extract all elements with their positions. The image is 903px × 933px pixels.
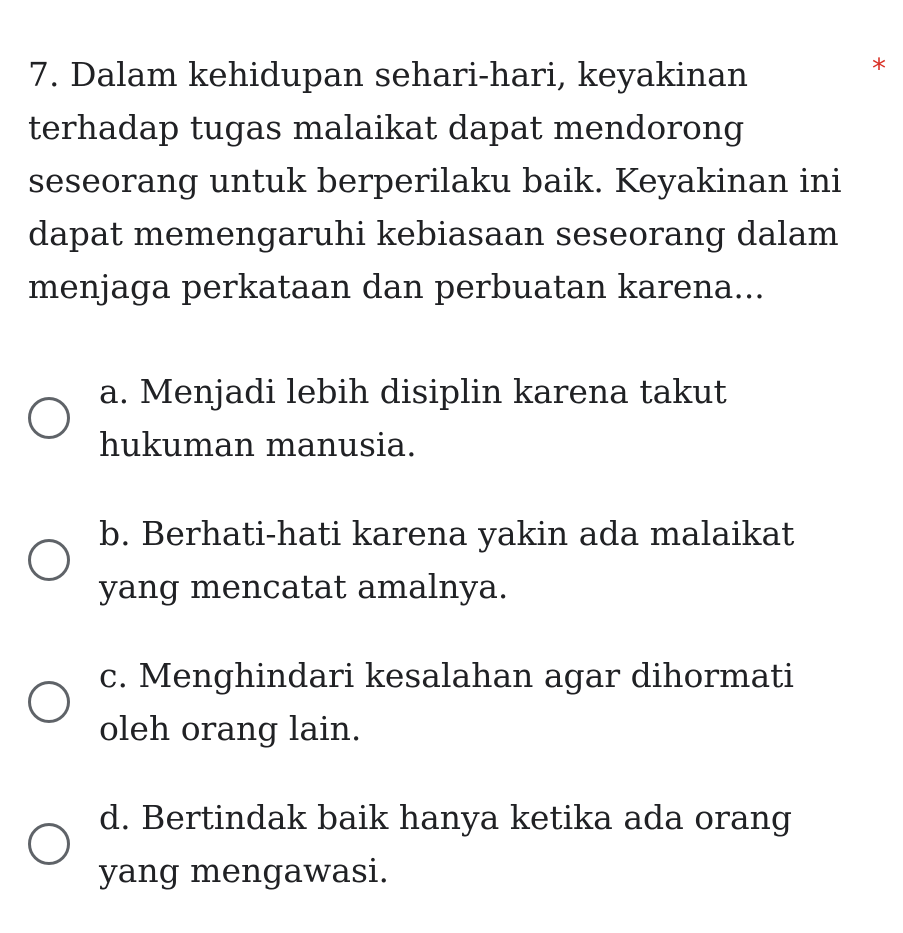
option-d-label[interactable]: d. Bertindak baik hanya ketika ada orang yang mengawasi. [99, 798, 792, 890]
option-a[interactable] [0, 365, 903, 507]
radio-button-b[interactable] [28, 539, 70, 581]
option-c[interactable] [0, 649, 903, 791]
option-a-label[interactable]: a. Menjadi lebih disiplin karena takut hukuman manusia. [99, 372, 727, 464]
radio-button-c[interactable] [28, 681, 70, 723]
option-c-label[interactable]: c. Menghindari kesalahan agar dihormati oleh orang lain. [99, 656, 794, 748]
required-asterisk: * [872, 52, 886, 85]
question-text: 7. Dalam kehidupan sehari-hari, keyakinan terhadap tugas malaikat dapat mendorong seseorang untuk berperilaku baik. Keyakinan ini dapat memengaruhi kebiasaan seseorang dalam menjaga perkataan dan perbuatan karena... [28, 55, 842, 306]
answer-options [0, 365, 903, 933]
option-d[interactable] [0, 791, 903, 933]
option-b[interactable] [0, 507, 903, 649]
option-b-label[interactable]: b. Berhati-hati karena yakin ada malaikat yang mencatat amalnya. [99, 514, 795, 606]
radio-button-d[interactable] [28, 823, 70, 865]
radio-button-a[interactable] [28, 397, 70, 439]
